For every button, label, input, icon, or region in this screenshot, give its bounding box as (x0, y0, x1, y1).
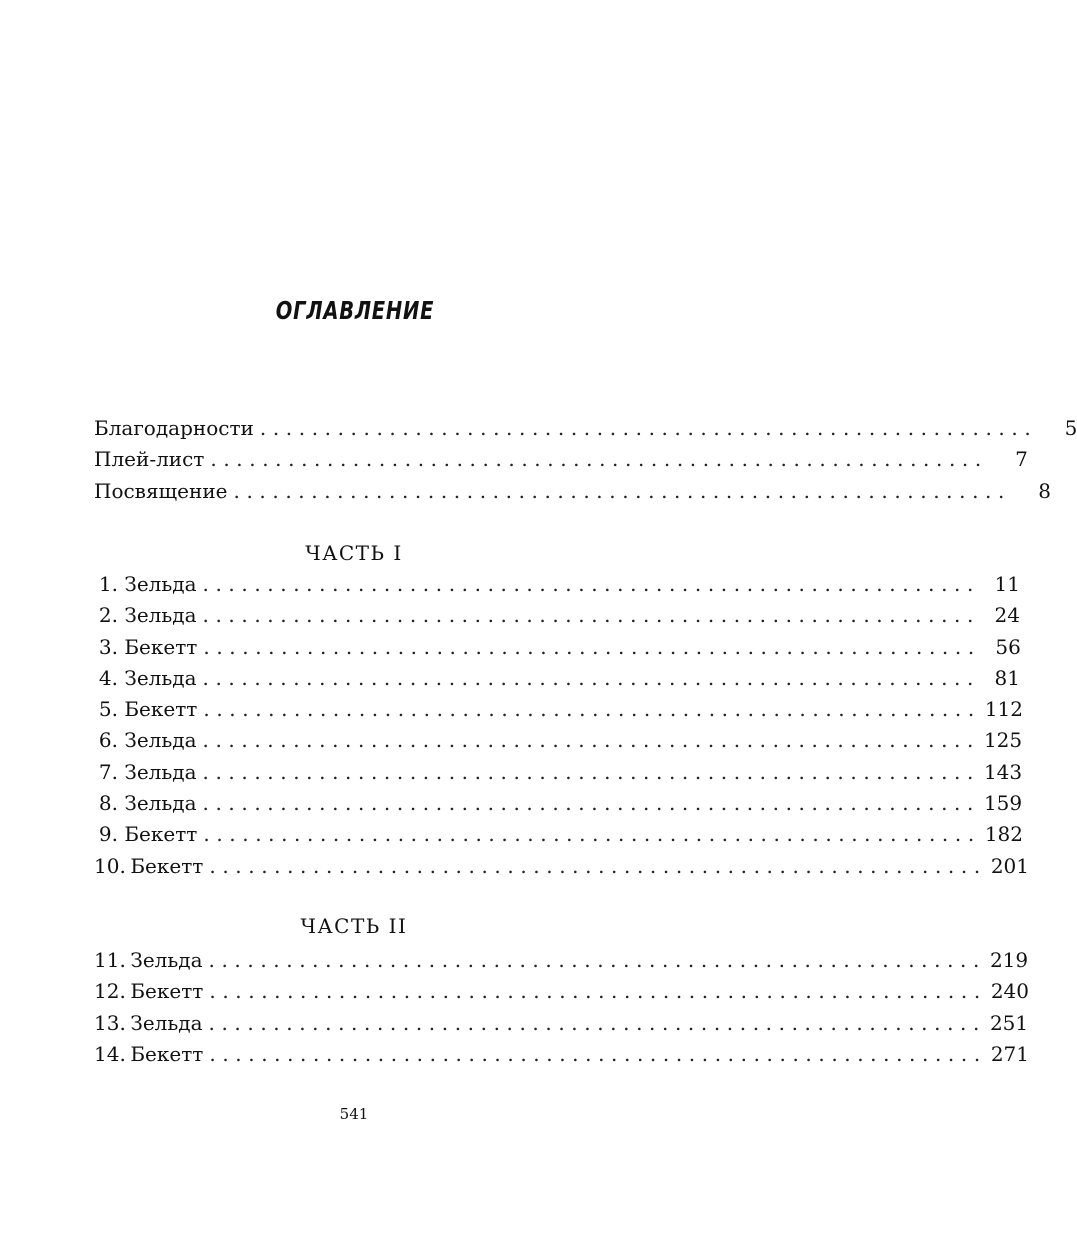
chapter-number: 11. (94, 948, 126, 972)
toc-entry-page: 240 (990, 979, 1029, 1004)
toc-entry[interactable] (94, 413, 1077, 444)
chapter-number: 3. (98, 634, 118, 659)
chapter-title: Зельда (124, 603, 197, 628)
chapter-number: 5. (98, 697, 118, 722)
dot-leader: ............................................................ (203, 634, 981, 659)
chapter-number: 4. (98, 665, 118, 690)
toc-entry-label (94, 1008, 209, 1039)
toc-entry-label: Посвящение (94, 478, 228, 503)
toc-entry-label (94, 851, 209, 882)
toc-entry[interactable] (94, 569, 1020, 600)
chapter-title: Зельда (130, 1010, 203, 1035)
toc-entry-page: 159 (983, 791, 1023, 816)
toc-entry[interactable] (94, 476, 1051, 507)
toc-entry[interactable] (94, 851, 1029, 882)
chapter-number: 12. (94, 979, 126, 1004)
toc-entry[interactable] (94, 788, 1023, 819)
chapter-title: Бекетт (130, 853, 204, 878)
toc-entry-page: 11 (994, 572, 1020, 596)
toc-entry-label (94, 1039, 209, 1070)
dot-leader: ............................................................ (202, 791, 980, 816)
toc-entry-page: 24 (994, 603, 1020, 628)
front-matter-list (94, 413, 1077, 507)
dot-leader: ............................................................ (203, 697, 981, 722)
dot-leader: ............................................................ (202, 665, 980, 690)
part-1-chapter-list (94, 569, 1029, 882)
toc-entry-label (94, 694, 203, 725)
toc-entry-page: 271 (990, 1041, 1029, 1066)
toc-entry-label (94, 976, 209, 1007)
toc-entry-label (94, 945, 209, 976)
dot-leader: ............................................................ (209, 1041, 987, 1066)
chapter-title: Зельда (124, 572, 197, 596)
toc-entry-label (94, 725, 203, 756)
toc-entry-label (94, 663, 203, 694)
chapter-number: 1. (98, 572, 118, 596)
toc-entry-page: 56 (995, 634, 1021, 659)
chapter-title: Бекетт (130, 979, 204, 1004)
chapter-title: Бекетт (124, 822, 198, 847)
toc-entry-page: 251 (989, 1010, 1029, 1035)
toc-entry-page: 143 (983, 759, 1023, 784)
chapter-number: 2. (98, 603, 118, 628)
chapter-number: 9. (98, 822, 118, 847)
toc-entry-label: Плей-лист (94, 447, 205, 472)
toc-entry[interactable] (94, 694, 1023, 725)
chapter-title: Бекетт (124, 634, 198, 659)
dot-leader: ............................................................ (203, 822, 981, 847)
dot-leader: ............................................................ (208, 948, 986, 972)
chapter-title: Бекетт (130, 1041, 204, 1066)
dot-leader: ............................................................ (202, 759, 980, 784)
dot-leader: ............................................................ (208, 1010, 986, 1035)
chapter-number: 13. (94, 1010, 126, 1035)
toc-entry-label (94, 757, 203, 788)
part-heading: ЧАСТЬ I (305, 541, 403, 565)
chapter-title: Бекетт (124, 697, 198, 722)
chapter-number: 7. (98, 759, 118, 784)
toc-entry-label (94, 569, 203, 600)
toc-entry-label: Благодарности (94, 416, 254, 440)
dot-leader: ............................................................ (209, 979, 987, 1004)
part-heading: ЧАСТЬ II (300, 914, 408, 938)
toc-entry[interactable] (94, 757, 1023, 788)
chapter-number: 8. (98, 791, 118, 816)
toc-entry-page: 81 (994, 665, 1020, 690)
page-number: 541 (339, 1105, 369, 1123)
toc-entry[interactable] (94, 1039, 1029, 1070)
toc-entry[interactable] (94, 444, 1028, 475)
toc-entry[interactable] (94, 819, 1023, 850)
toc-entry[interactable] (94, 725, 1023, 756)
toc-entry-page: 182 (984, 822, 1023, 847)
toc-entry[interactable] (94, 976, 1029, 1007)
toc-entry-label (94, 600, 203, 631)
page-title: ОГЛАВЛЕНИЕ (275, 296, 435, 325)
chapter-title: Зельда (130, 948, 203, 972)
chapter-number: 6. (98, 728, 118, 753)
chapter-title: Зельда (124, 728, 197, 753)
chapter-title: Зельда (124, 791, 197, 816)
dot-leader: ............................................................ (202, 572, 980, 596)
toc-entry[interactable] (94, 1008, 1029, 1039)
toc-entry-page: 8 (1038, 478, 1051, 503)
dot-leader: ............................................................ (209, 853, 987, 878)
dot-leader: ............................................................ (233, 478, 1011, 503)
dot-leader: ............................................................ (210, 447, 988, 472)
dot-leader: ............................................................ (259, 416, 1038, 440)
toc-entry-page: 125 (983, 728, 1023, 753)
dot-leader: ............................................................ (202, 603, 980, 628)
chapter-title: Зельда (124, 665, 197, 690)
chapter-number: 10. (94, 853, 126, 878)
dot-leader: ............................................................ (202, 728, 980, 753)
part-2-chapter-list (94, 945, 1029, 1070)
toc-entry-label (94, 788, 203, 819)
toc-entry-page: 201 (990, 853, 1029, 878)
toc-entry[interactable] (94, 945, 1029, 976)
toc-entry-label (94, 632, 203, 663)
toc-entry-page: 219 (989, 948, 1029, 972)
toc-entry-page: 5 (1064, 416, 1077, 440)
chapter-number: 14. (94, 1041, 126, 1066)
toc-entry-page: 7 (1015, 447, 1028, 472)
toc-entry[interactable] (94, 632, 1021, 663)
toc-entry-label (94, 819, 203, 850)
chapter-title: Зельда (124, 759, 197, 784)
toc-entry[interactable] (94, 663, 1020, 694)
toc-entry[interactable] (94, 600, 1020, 631)
toc-entry-page: 112 (984, 697, 1023, 722)
